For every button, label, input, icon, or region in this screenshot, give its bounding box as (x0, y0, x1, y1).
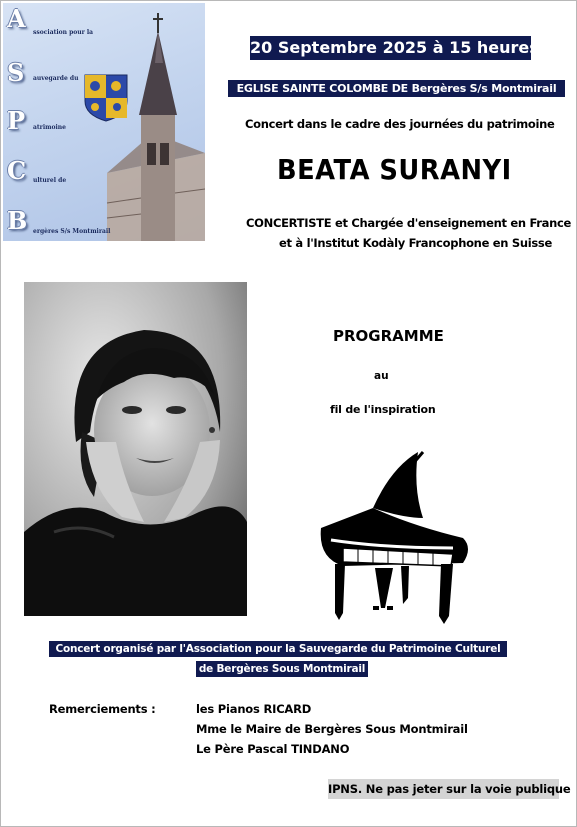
coat-of-arms-icon (85, 75, 127, 121)
logo-letter: B (7, 206, 28, 235)
thanks-item: Mme le Maire de Bergères Sous Montmirail (196, 722, 468, 736)
thanks-item: les Pianos RICARD (196, 702, 312, 716)
grand-piano-icon (313, 448, 473, 626)
logo-letter: A (7, 4, 26, 33)
programme-line1: au (374, 370, 389, 382)
logo-letter: P (7, 106, 26, 135)
church-tower-drawing (3, 3, 205, 241)
thanks-label: Remerciements : (49, 702, 156, 716)
association-logo (3, 3, 205, 241)
programme-title: PROGRAMME (333, 327, 444, 345)
programme-line2: fil de l'inspiration (330, 403, 436, 416)
logo-word: ulturel de (33, 177, 67, 184)
thanks-item: Le Père Pascal TINDANO (196, 742, 350, 756)
artist-role-line2: et à l'Institut Kodàly Francophone en Suisse (279, 236, 552, 250)
logo-word: ergères S/s Montmirail (33, 228, 111, 235)
logo-word: auvegarde du (33, 75, 79, 82)
logo-letter: C (7, 156, 27, 185)
logo-word: ssociation pour la (33, 29, 94, 36)
logo-word: atrimoine (33, 124, 66, 131)
event-venue: EGLISE SAINTE COLOMBE DE Bergères S/s Montmirail (228, 80, 565, 97)
organizer-line1: Concert organisé par l'Association pour la Sauvegarde du Patrimoine Culturel (49, 641, 507, 657)
artist-name: BEATA SURANYI (277, 153, 512, 186)
ipns-notice: IPNS. Ne pas jeter sur la voie publique (328, 779, 559, 799)
portrait-photo (24, 282, 247, 616)
artist-role-line1: CONCERTISTE et Chargée d'enseignement en France (246, 216, 572, 230)
event-subtitle: Concert dans le cadre des journées du patrimoine (245, 117, 555, 131)
event-date: 20 Septembre 2025 à 15 heures (250, 36, 531, 60)
organizer-line2: de Bergères Sous Montmirail (196, 661, 368, 677)
logo-letter: S (7, 58, 25, 87)
